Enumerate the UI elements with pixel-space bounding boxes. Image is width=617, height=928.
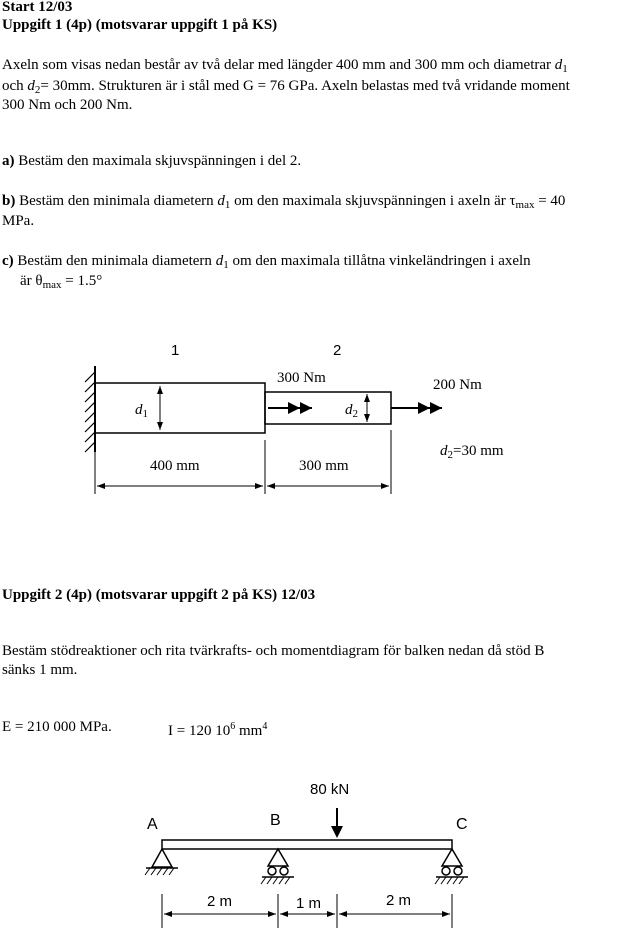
beam-dim-3-label: 2 m bbox=[386, 892, 412, 909]
moment-of-inertia: I = 120 $10^6$ $mm^4$ bbox=[168, 721, 268, 739]
task1-question-b: b) Bestäm den minimala diametern $d_1$ om den maximala skjuvspänningen i axeln är $\tau_{max} = 40$ bbox=[2, 193, 566, 211]
support-c bbox=[442, 849, 462, 866]
beam-dim-2-label: 1 m bbox=[296, 895, 322, 912]
task1-question-a: a) Bestäm den maximala skjuvspänningen i del 2. bbox=[2, 153, 302, 169]
task1-question-c: c) Bestäm den minimala diametern $d_1$ om den maximala tillåtna vinkeländringen i axeln bbox=[2, 253, 531, 271]
part-2-label: 2 bbox=[333, 342, 342, 359]
task1-question-c-line2: är $\theta_{max} = 1.5^\circ$ bbox=[20, 273, 103, 291]
wall-hatching bbox=[85, 372, 95, 452]
shaft-part-1 bbox=[95, 383, 265, 433]
moment-200-label: 200 Nm bbox=[433, 377, 482, 393]
support-a-label: A bbox=[147, 816, 158, 833]
modulus-E: E = 210 000 MPa. bbox=[2, 719, 112, 735]
task1-title: Uppgift 1 (4p) (motsvarar uppgift 1 på KS) bbox=[2, 17, 278, 33]
beam bbox=[162, 840, 452, 849]
task1-question-b-line2: MPa. bbox=[2, 213, 35, 229]
page-header: Start 12/03 bbox=[2, 0, 73, 15]
beam-dim-1-label: 2 m bbox=[207, 893, 233, 910]
part-1-label: 1 bbox=[171, 342, 180, 359]
length-400-label: 400 mm bbox=[150, 458, 200, 474]
task1-paragraph-line1: Axeln som visas nedan består av två delar med längder 400 mm and 300 mm och diametrar $d_1$ bbox=[2, 57, 568, 75]
task2-paragraph-line1: Bestäm stödreaktioner och rita tvärkrafts- och momentdiagram för balken nedan då stöd B bbox=[2, 643, 545, 659]
task2-title: Uppgift 2 (4p) (motsvarar uppgift 2 på KS) 12/03 bbox=[2, 587, 316, 603]
task2-paragraph-line2: sänks 1 mm. bbox=[2, 662, 78, 678]
moment-300-arrowhead-2 bbox=[300, 402, 312, 414]
moment-200-arrowhead-1 bbox=[418, 402, 430, 414]
task1-paragraph-line3: 300 Nm och 200 Nm. bbox=[2, 97, 133, 113]
load-label: 80 kN bbox=[310, 781, 350, 798]
support-c-label: C bbox=[456, 816, 468, 833]
task1-paragraph-line2: och $d_2= 30mm$. Strukturen är i stål med G = 76 GPa. Axeln belastas med två vridande moment bbox=[2, 78, 570, 96]
moment-300-arrowhead-1 bbox=[288, 402, 300, 414]
support-b bbox=[268, 849, 288, 866]
length-300-label: 300 mm bbox=[299, 458, 349, 474]
moment-300-label: 300 Nm bbox=[277, 370, 326, 386]
moment-200-arrowhead-2 bbox=[430, 402, 442, 414]
d1-label: $d_1$ bbox=[135, 402, 148, 420]
support-b-label: B bbox=[270, 812, 281, 829]
d2-label: $d_2$ bbox=[345, 402, 358, 420]
support-a bbox=[152, 849, 172, 867]
d2-value-label: $d_2=30$ mm bbox=[440, 443, 504, 461]
